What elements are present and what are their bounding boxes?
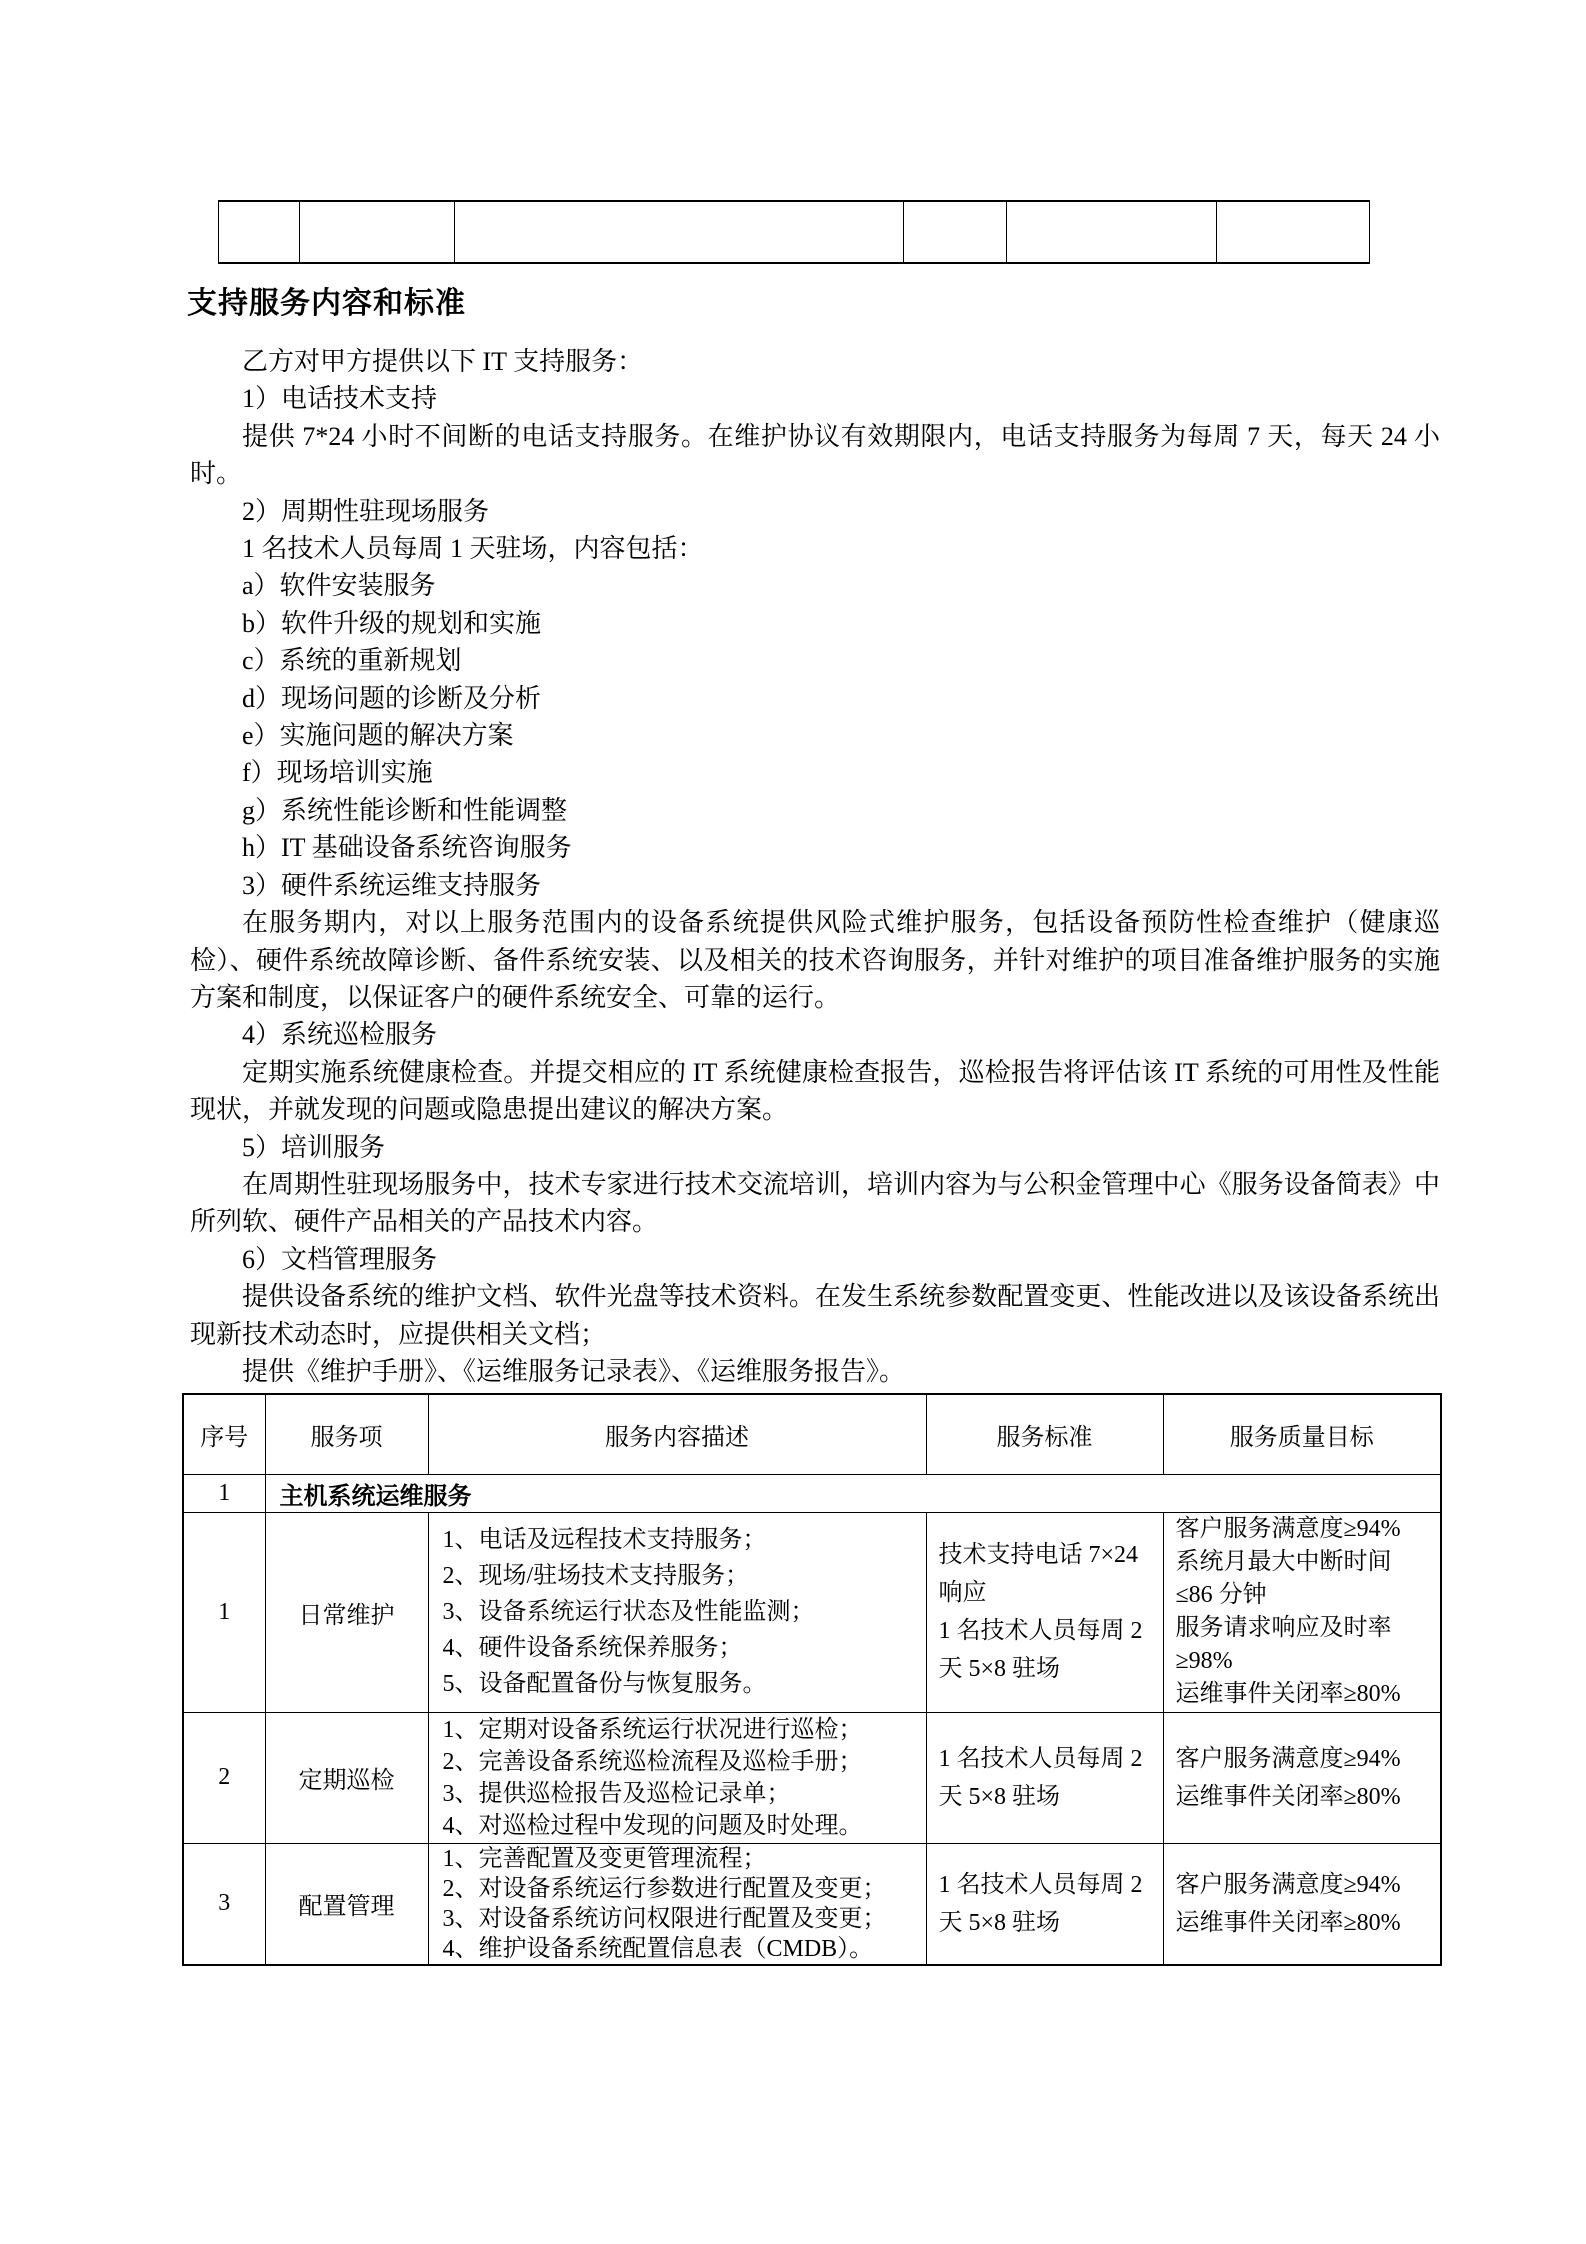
paragraph: 6）文档管理服务	[242, 1244, 438, 1274]
carryover-table-row	[219, 201, 1370, 263]
desc-line: 1、完善配置及变更管理流程；	[442, 1845, 767, 1872]
desc-line: 2、完善设备系统巡检流程及巡检手册；	[442, 1748, 863, 1775]
service-standard	[926, 1843, 1163, 1965]
paragraph: h）IT 基础设备系统咨询服务	[242, 833, 572, 863]
row-number: 2	[183, 1712, 265, 1843]
paragraph: 定期实施系统健康检查。并提交相应的 IT 系统健康检查报告，巡检报告将评估该 IT 系统的可用性及性能现状，并就发现的问题或隐患提出建议的解决方案。	[190, 1057, 1440, 1125]
empty-cell	[300, 201, 455, 263]
desc-line: 2、对设备系统运行参数进行配置及变更；	[442, 1875, 887, 1902]
paragraph: d）现场问题的诊断及分析	[242, 683, 542, 713]
paragraph: g）系统性能诊断和性能调整	[242, 795, 568, 825]
paragraph: f）现场培训实施	[242, 758, 433, 788]
quality-target	[1163, 1843, 1441, 1965]
empty-cell	[1217, 201, 1370, 263]
service-desc	[428, 1512, 926, 1712]
desc-line: 4、对巡检过程中发现的问题及时处理。	[442, 1812, 863, 1839]
standard-line: 1 名技术人员每周 2 天 5×8 驻场	[938, 1871, 1143, 1936]
service-item: 日常维护	[265, 1512, 428, 1712]
paragraph: 在周期性驻现场服务中，技术专家进行技术交流培训，培训内容为与公积金管理中心《服务设备简表》中所列软、硬件产品相关的产品技术内容。	[190, 1169, 1440, 1237]
standard-line: 1 名技术人员每周 2 天 5×8 驻场	[938, 1618, 1143, 1682]
target-line: 客户服务满意度≥94%	[1175, 1745, 1401, 1772]
target-line: 客户服务满意度≥94%	[1175, 1871, 1401, 1898]
desc-line: 2、现场/驻场技术支持服务；	[442, 1563, 750, 1589]
paragraph: 乙方对甲方提供以下 IT 支持服务：	[242, 347, 644, 376]
body-text	[190, 343, 1440, 1390]
paragraph: 4）系统巡检服务	[242, 1020, 438, 1050]
target-line: 服务请求响应及时率≥98%	[1175, 1615, 1392, 1674]
row-number: 1	[183, 1512, 265, 1712]
paragraph: 1 名技术人员每周 1 天驻场，内容包括：	[242, 534, 704, 564]
desc-line: 3、提供巡检报告及巡检记录单；	[442, 1780, 791, 1807]
empty-cell	[904, 201, 1007, 263]
table-row	[183, 1512, 1441, 1712]
target-line: 系统月最大中断时间≤86 分钟	[1175, 1549, 1392, 1608]
service-standard	[926, 1512, 1163, 1712]
service-desc	[428, 1843, 926, 1965]
service-item: 定期巡检	[265, 1712, 428, 1843]
target-line: 运维事件关闭率≥80%	[1175, 1681, 1401, 1707]
service-table	[182, 1393, 1442, 1966]
service-desc	[428, 1712, 926, 1843]
table-row	[183, 1712, 1441, 1843]
paragraph: 3）硬件系统运维支持服务	[242, 870, 542, 900]
desc-line: 4、维护设备系统配置信息表（CMDB）。	[442, 1935, 874, 1962]
paragraph: a）软件安装服务	[242, 571, 436, 601]
desc-line: 5、设备配置备份与恢复服务。	[442, 1671, 767, 1697]
header-quality-target: 服务质量目标	[1163, 1394, 1441, 1474]
desc-line: 3、对设备系统访问权限进行配置及变更；	[442, 1905, 887, 1932]
carryover-table	[218, 200, 1370, 264]
section-title: 支持服务内容和标准	[187, 287, 466, 320]
quality-target	[1163, 1712, 1441, 1843]
paragraph: c）系统的重新规划	[242, 646, 462, 676]
row-number: 3	[183, 1843, 265, 1965]
target-line: 客户服务满意度≥94%	[1175, 1516, 1401, 1542]
desc-line: 3、设备系统运行状态及性能监测；	[442, 1599, 815, 1625]
table-row	[183, 1843, 1441, 1965]
paragraph: 提供《维护手册》、《运维服务记录表》、《运维服务报告》。	[242, 1356, 906, 1386]
header-service-desc: 服务内容描述	[428, 1394, 926, 1474]
header-seq: 序号	[183, 1394, 265, 1474]
paragraph: e）实施问题的解决方案	[242, 721, 514, 751]
target-line: 运维事件关闭率≥80%	[1175, 1909, 1401, 1936]
empty-cell	[219, 201, 300, 263]
empty-cell	[1007, 201, 1217, 263]
paragraph: 提供 7*24 小时不间断的电话支持服务。在维护协议有效期限内，电话支持服务为每周 7 天，每天 24 小时。	[190, 421, 1440, 489]
group-number: 1	[183, 1474, 265, 1512]
service-item: 配置管理	[265, 1843, 428, 1965]
header-service-standard: 服务标准	[926, 1394, 1163, 1474]
target-line: 运维事件关闭率≥80%	[1175, 1783, 1401, 1810]
header-service-item: 服务项	[265, 1394, 428, 1474]
quality-target	[1163, 1512, 1441, 1712]
paragraph: 在服务期内，对以上服务范围内的设备系统提供风险式维护服务，包括设备预防性检查维护（健康巡检）、硬件系统故障诊断、备件系统安装、以及相关的技术咨询服务，并针对维护的项目准备维护服务的实施方案和制度，以保证客户的硬件系统安全、可靠的运行。	[190, 908, 1440, 1012]
paragraph: b）软件升级的规划和实施	[242, 608, 542, 638]
empty-cell	[455, 201, 904, 263]
paragraph: 5）培训服务	[242, 1132, 386, 1162]
desc-line: 1、定期对设备系统运行状况进行巡检；	[442, 1716, 863, 1743]
paragraph: 提供设备系统的维护文档、软件光盘等技术资料。在发生系统参数配置变更、性能改进以及该设备系统出现新技术动态时，应提供相关文档；	[190, 1282, 1440, 1349]
paragraph: 2）周期性驻现场服务	[242, 496, 490, 526]
standard-line: 技术支持电话 7×24 响应	[938, 1542, 1139, 1606]
paragraph: 1）电话技术支持	[242, 384, 438, 414]
desc-line: 4、硬件设备系统保养服务；	[442, 1635, 743, 1661]
desc-line: 1、电话及远程技术支持服务；	[442, 1527, 767, 1553]
group-title: 主机系统运维服务	[265, 1474, 1441, 1512]
service-standard	[926, 1712, 1163, 1843]
service-table-header-row	[183, 1394, 1441, 1474]
standard-line: 1 名技术人员每周 2 天 5×8 驻场	[938, 1745, 1143, 1810]
group-row	[183, 1474, 1441, 1512]
